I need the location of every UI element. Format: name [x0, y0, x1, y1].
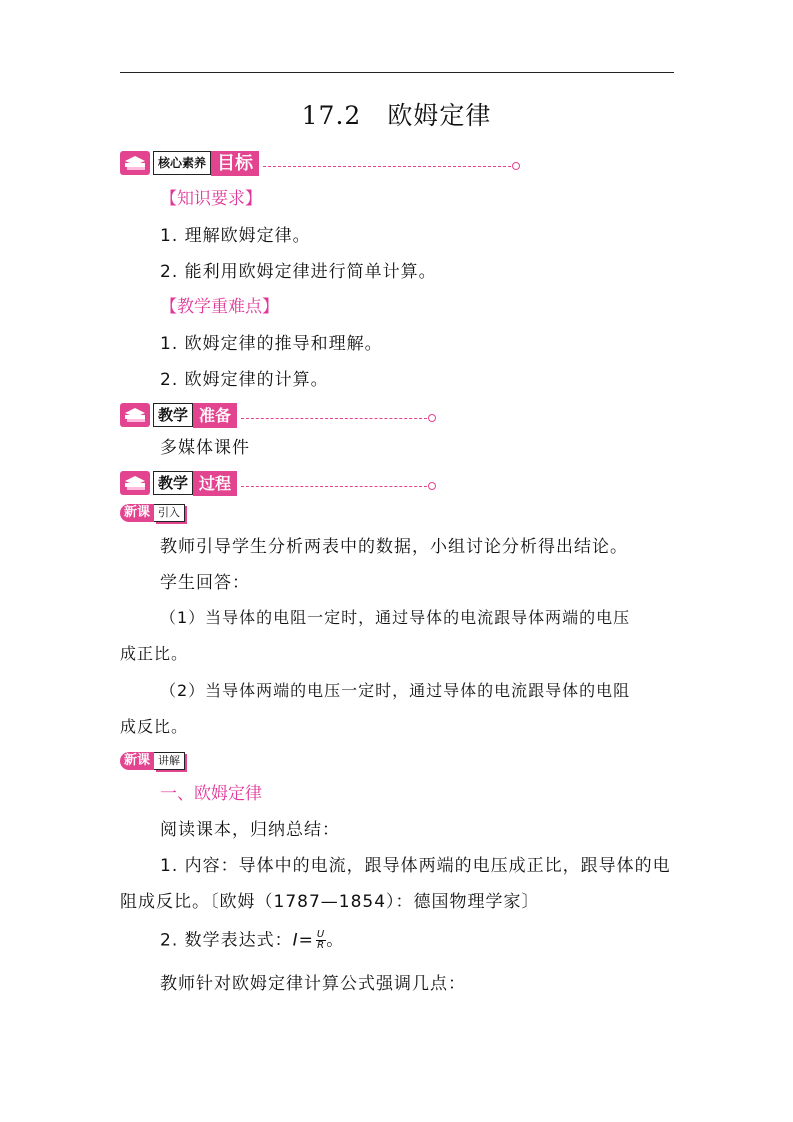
section-badge: 准备	[193, 403, 237, 428]
formula-equals: =	[298, 930, 314, 951]
tag-sub: 引入	[154, 504, 185, 522]
intro-paragraph-2: 学生回答：	[160, 573, 250, 593]
tag-sub: 讲解	[154, 752, 185, 770]
keypoints-heading: 【教学重难点】	[160, 297, 279, 317]
tag-lecture	[120, 751, 185, 771]
divider-end-dot	[428, 414, 436, 422]
section-divider	[241, 418, 427, 419]
keypoints-item-2: 2. 欧姆定律的计算。	[160, 370, 329, 390]
lecture-content-line-2: 阻成反比。〔欧姆（1787—1854）：德国物理学家〕	[120, 892, 540, 912]
lecture-content-line-1: 1. 内容：导体中的电流，跟导体两端的电压成正比，跟导体的电	[160, 856, 671, 876]
tag-label: 新课	[120, 752, 154, 770]
intro-conclusion-2-line-1: （2）当导体两端的电压一定时，通过导体的电流跟导体的电阻	[160, 681, 631, 700]
knowledge-item-2: 2. 能利用欧姆定律进行简单计算。	[160, 262, 437, 282]
section-tag: 核心素养	[153, 151, 211, 175]
intro-conclusion-1-line-2: 成正比。	[120, 644, 189, 663]
title-text: 欧姆定律	[387, 101, 492, 130]
section-divider	[263, 166, 511, 167]
lecture-paragraph-last: 教师针对欧姆定律计算公式强调几点：	[160, 974, 466, 994]
section-tag: 教学	[153, 403, 193, 427]
title-number: 17.2	[301, 101, 362, 130]
tag-label: 新课	[120, 504, 154, 522]
section-badge: 过程	[193, 471, 237, 496]
formula-prefix: 2. 数学表达式：	[160, 930, 293, 951]
book-stack-icon	[120, 403, 150, 427]
knowledge-item-1: 1. 理解欧姆定律。	[160, 226, 311, 246]
formula-denominator: R	[317, 940, 326, 951]
lecture-paragraph-1: 阅读课本，归纳总结：	[160, 820, 340, 840]
section-badge: 目标	[211, 151, 259, 176]
divider-end-dot	[512, 162, 520, 170]
page-title	[0, 96, 793, 132]
lecture-heading: 一、欧姆定律	[160, 784, 262, 804]
intro-conclusion-2-line-2: 成反比。	[120, 717, 189, 736]
intro-paragraph-1: 教师引导学生分析两表中的数据，小组讨论分析得出结论。	[160, 537, 628, 557]
formula-numerator: U	[316, 929, 326, 940]
formula-end: 。	[326, 930, 345, 951]
formula-fraction	[316, 930, 326, 951]
lecture-formula	[160, 930, 344, 951]
section-banner-process	[120, 470, 436, 496]
intro-conclusion-1-line-1: （1）当导体的电阻一定时，通过导体的电流跟导体两端的电压	[160, 608, 631, 627]
keypoints-item-1: 1. 欧姆定律的推导和理解。	[160, 334, 383, 354]
divider-end-dot	[428, 482, 436, 490]
section-banner-prep	[120, 402, 436, 428]
section-banner-goals	[120, 150, 520, 176]
tag-intro	[120, 503, 185, 523]
section-divider	[241, 486, 427, 487]
knowledge-heading: 【知识要求】	[160, 189, 262, 209]
section-tag: 教学	[153, 471, 193, 495]
book-stack-icon	[120, 471, 150, 495]
prep-text: 多媒体课件	[160, 438, 250, 458]
formula-lhs: I	[292, 930, 299, 951]
header-rule	[120, 72, 674, 73]
book-stack-icon	[120, 151, 150, 175]
